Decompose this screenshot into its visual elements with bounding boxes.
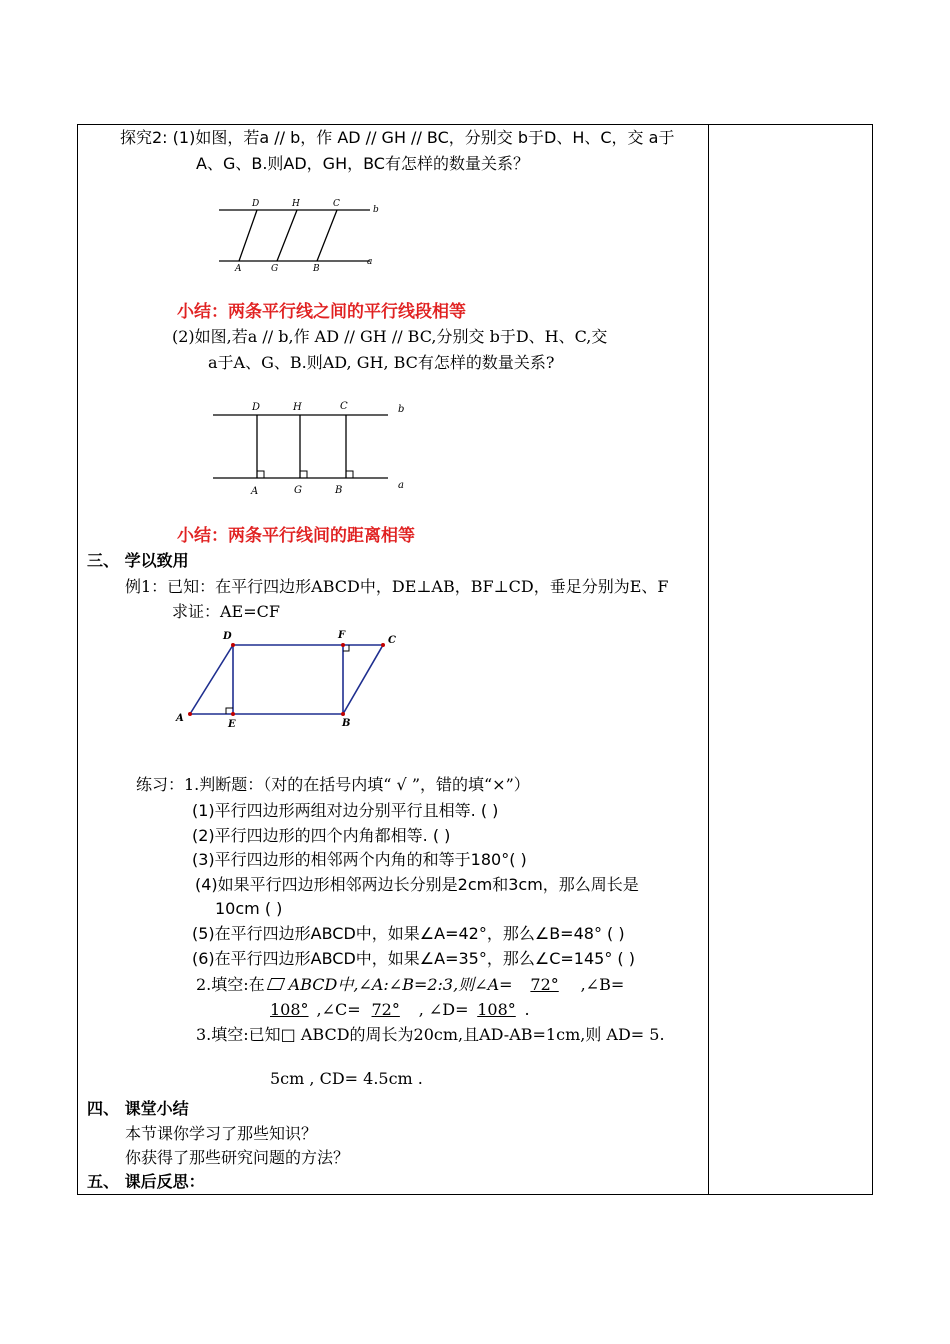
fig3-label-e: E	[228, 719, 236, 730]
fill2-b-value: 108°	[270, 1000, 309, 1019]
explore2-q1-line2: A、G、B.则AD，GH，BC有怎样的数量关系？	[196, 154, 529, 173]
practice-item-4-cont: 10cm ( )	[215, 899, 283, 918]
example1-line1: 例1：已知：在平行四边形ABCD中，DE⊥AB，BF⊥CD，垂足分别为E、F	[125, 577, 669, 596]
explore2-q2-line2: a于A、G、B.则AD, GH, BC有怎样的数量关系?	[208, 353, 555, 372]
fig3-label-f: F	[338, 630, 346, 641]
summary-2: 小结：两条平行线间的距离相等	[177, 526, 415, 546]
fig2-label-h: H	[293, 402, 302, 413]
fig2-label-a: A	[251, 486, 259, 497]
fill3-line1: 3.填空:已知□ ABCD的周长为20cm,且AD-AB=1cm,则 AD= 5.	[196, 1025, 665, 1044]
summary-1: 小结：两条平行线之间的平行线段相等	[177, 302, 466, 322]
practice-intro: 练习：1.判断题：（对的在括号内填“ √ ”，错的填“×”）	[136, 775, 530, 794]
fill2-d-value: 108°	[477, 1000, 516, 1019]
fig1-label-b-point: B	[313, 264, 320, 274]
fig2-label-g: G	[294, 485, 302, 496]
fig3-label-c: C	[388, 635, 396, 646]
fill2-end: .	[524, 1000, 530, 1019]
fig3-label-b: B	[342, 718, 351, 729]
figure-parallel-perpendicular	[210, 398, 410, 498]
fig1-label-c: C	[333, 199, 340, 209]
example1-line2: 求证：AE=CF	[172, 602, 280, 621]
fig1-label-b-line: b	[373, 205, 379, 215]
fig2-label-a-line: a	[398, 480, 404, 491]
fill2-mid: ABCD中,∠A:∠B=2:3,则∠A=	[288, 975, 513, 994]
fill2-line1	[196, 975, 632, 995]
section4-line2: 你获得了那些研究问题的方法？	[125, 1148, 350, 1167]
fill2-c-label: ,∠C=	[316, 1000, 361, 1019]
fill3-line2: 5cm , CD= 4.5cm .	[270, 1069, 423, 1088]
practice-item-5: (5)在平行四边形ABCD中，如果∠A=42°，那么∠B=48° ( )	[192, 924, 625, 943]
fill2-prefix: 2.填空:在	[196, 975, 265, 994]
fig3-label-d: D	[223, 631, 232, 642]
figure-parallel-slanted	[215, 196, 385, 276]
fig3-label-a: A	[176, 713, 184, 724]
fill2-d-label: , ∠D=	[418, 1000, 469, 1019]
explore2-q1-line1: 探究2: (1)如图，若a // b，作 AD // GH // BC，分别交 b于D、H、C，交 a于	[120, 128, 675, 147]
fig2-label-c: C	[340, 401, 348, 412]
section5-heading: 五、 课后反思：	[87, 1172, 205, 1191]
practice-item-1: (1)平行四边形两组对边分别平行且相等. ( )	[192, 801, 499, 820]
fill2-c-value: 72°	[371, 1000, 400, 1019]
figure-parallelogram	[170, 628, 410, 738]
fig1-label-h: H	[292, 199, 300, 209]
section3-heading: 三、 学以致用	[87, 551, 189, 570]
section4-heading: 四、 课堂小结	[87, 1099, 189, 1118]
fig2-label-b-point: B	[335, 485, 343, 496]
explore2-q2-line1: (2)如图,若a // b,作 AD // GH // BC,分别交 b于D、H、C,交	[172, 327, 608, 346]
fill2-b-label: ,∠B=	[580, 975, 625, 994]
fig1-label-a-line: a	[367, 257, 373, 267]
practice-item-2: (2)平行四边形的四个内角都相等. ( )	[192, 826, 451, 845]
fig1-label-d: D	[252, 199, 260, 209]
practice-item-4: (4)如果平行四边形相邻两边长分别是2cm和3cm，那么周长是	[195, 875, 639, 894]
practice-item-6: (6)在平行四边形ABCD中，如果∠A=35°，那么∠C=145° ( )	[192, 949, 635, 968]
practice-item-3: (3)平行四边形的相邻两个内角的和等于180°( )	[192, 850, 527, 869]
fig1-label-a: A	[235, 264, 242, 274]
fill2-line2	[270, 1000, 530, 1020]
fig2-label-b-line: b	[398, 404, 405, 415]
parallelogram-symbol	[266, 978, 284, 990]
fig1-label-g: G	[271, 264, 279, 274]
section4-line1: 本节课你学习了那些知识？	[125, 1124, 318, 1143]
table-column-divider	[708, 124, 709, 1195]
fig2-label-d: D	[252, 402, 261, 413]
fill2-a-value: 72°	[530, 975, 559, 994]
